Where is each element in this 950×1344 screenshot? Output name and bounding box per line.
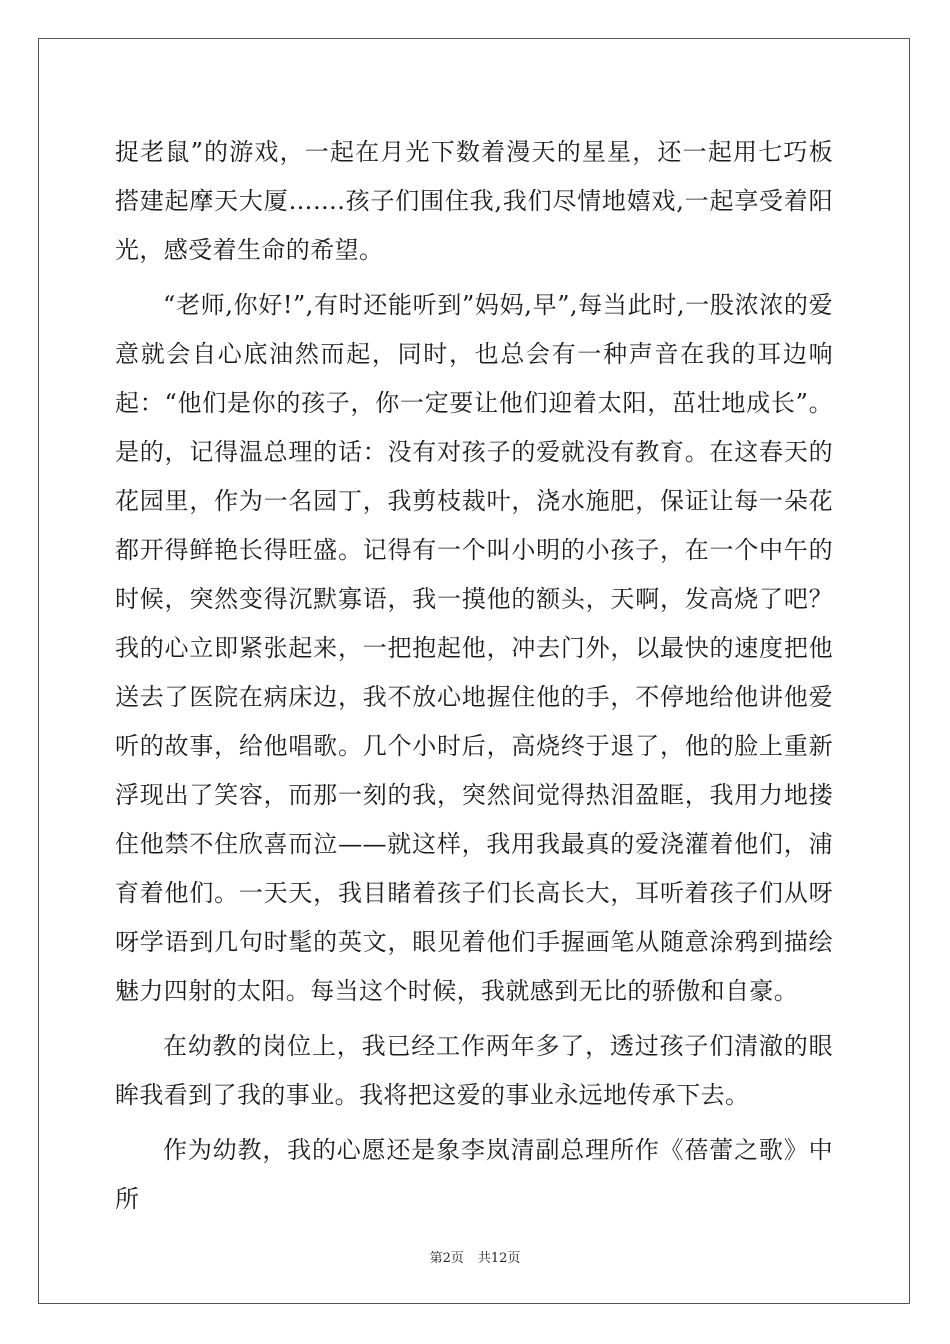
page-number: 第2页	[429, 1251, 464, 1266]
paragraph-2: “老师,你好!”,有时还能听到”妈妈,早”,每当此时,一股浓浓的爱意就会自心底油然而起，同时，也总会有一种声音在我的耳边响起：“他们是你的孩子，你一定要让他们迎着太阳，茁壮地成长”。是的，记得温总理的话：没有对孩子的爱就没有教育。在这春天的花园里，作为一名园丁，我剪枝裁叶，浇水施肥，保证让每一朵花都开得鲜艳长得旺盛。记得有一个叫小明的小孩子，在一个中午的时候，突然变得沉默寡语，我一摸他的额头，天啊，发高烧了吧？我的心立即紧张起来，一把抱起他，冲去门外，以最快的速度把他送去了医院在病床边，我不放心地握住他的手，不停地给他讲他爱听的故事，给他唱歌。几个小时后，高烧终于退了，他的脸上重新浮现出了笑容，而那一刻的我，突然间觉得热泪盈眶，我用力地搂住他禁不住欣喜而泣——就这样，我用我最真的爱浇灌着他们，浦育着他们。一天天，我目睹着孩子们长高长大，耳听着孩子们从呀呀学语到几句时髦的英文，眼见着他们手握画笔从随意涂鸦到描绘魅力四射的太阳。每当这个时候，我就感到无比的骄傲和自豪。	[115, 291, 833, 1005]
paragraph-1: 捉老鼠”的游戏，一起在月光下数着漫天的星星，还一起用七巧板搭建起摩天大厦…….孩子们围住我,我们尽情地嬉戏,一起享受着阳光，感受着生命的希望。	[115, 138, 833, 264]
document-body	[115, 128, 833, 1224]
paragraph-4: 作为幼教，我的心愿还是象李岚清副总理所作《蓓蕾之歌》中所	[115, 1136, 833, 1213]
paragraph-3: 在幼教的岗位上，我已经工作两年多了，透过孩子们清澈的眼眸我看到了我的事业。我将把这爱的事业永远地传承下去。	[115, 1032, 833, 1109]
page-total: 共12页	[477, 1251, 521, 1266]
page-footer	[0, 1247, 950, 1266]
